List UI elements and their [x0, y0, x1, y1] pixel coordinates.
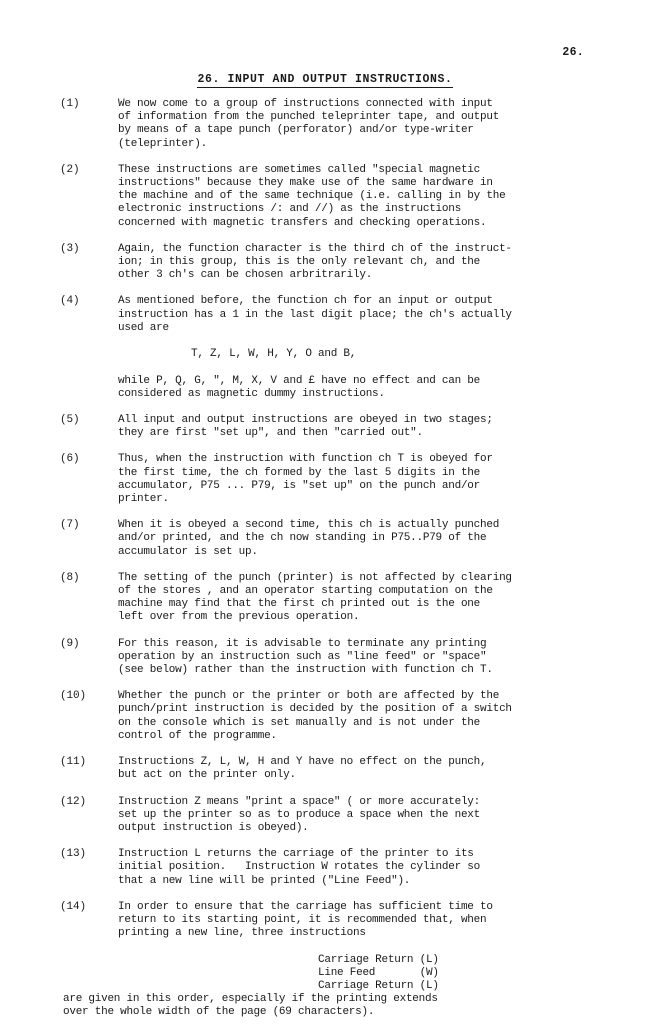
text-line: they are first "set up", and then "carried out". — [118, 427, 423, 440]
paragraph-text — [118, 375, 650, 401]
paragraph-text — [118, 98, 650, 151]
text-line: that a new line will be printed ("Line Feed"). — [118, 874, 411, 887]
blank-line — [118, 940, 650, 953]
paragraph-text — [118, 519, 650, 559]
text-line: printing a new line, three instructions — [118, 927, 366, 940]
text-line: operation by an instruction such as "line feed" or "space" — [118, 650, 487, 663]
paragraph-number: (12) — [60, 795, 87, 808]
instruction-sequence-block — [118, 940, 650, 993]
numbered-paragraph — [0, 638, 650, 678]
instruction-sequence-item: Line Feed (W) — [318, 966, 439, 979]
paragraph-number: (4) — [60, 295, 80, 308]
character-list-block — [118, 335, 650, 375]
text-line: machine may find that the first ch printed out is the one — [118, 598, 481, 611]
paragraph-number: (14) — [60, 900, 87, 913]
paragraph-number: (13) — [60, 848, 87, 861]
text-line: considered as magnetic dummy instructions. — [118, 387, 385, 400]
paragraph-text — [118, 243, 650, 283]
text-line: printer. — [118, 493, 169, 506]
text-line: the machine and of the same technique (i.e. calling in by the — [118, 190, 506, 203]
numbered-paragraph — [0, 796, 650, 836]
paragraph-number: (8) — [60, 571, 80, 584]
text-line: over the whole width of the page (69 characters). — [63, 1006, 375, 1019]
text-line: instruction has a 1 in the last digit place; the ch's actually — [118, 308, 512, 321]
text-line: of the stores , and an operator starting computation on the — [118, 585, 493, 598]
text-line: used are — [118, 321, 169, 334]
text-line: Again, the function character is the third ch of the instruct- — [118, 242, 512, 255]
text-line: but act on the printer only. — [118, 769, 296, 782]
paragraph-number: (6) — [60, 453, 80, 466]
closing-text — [63, 993, 650, 1019]
text-line: are given in this order, especially if the printing extends — [63, 993, 438, 1006]
text-line: while P, Q, G, ", M, X, V and £ have no effect and can be — [118, 374, 481, 387]
text-line: (teleprinter). — [118, 137, 207, 150]
text-line: punch/print instruction is decided by the position of a switch — [118, 703, 512, 716]
numbered-paragraph — [0, 848, 650, 888]
page-title — [0, 73, 650, 86]
page-number: 26. — [562, 46, 584, 59]
paragraph-number: (5) — [60, 414, 80, 427]
text-line: Instruction L returns the carriage of the printer to its — [118, 848, 474, 861]
instruction-sequence-item: Carriage Return (L) — [318, 953, 439, 966]
numbered-paragraph — [0, 98, 650, 151]
instruction-sequence-item: Carriage Return (L) — [318, 979, 439, 992]
numbered-paragraph — [0, 519, 650, 559]
document-body — [0, 98, 650, 1033]
character-list: T, Z, L, W, H, Y, O and B, — [191, 348, 357, 361]
paragraph-text — [118, 572, 650, 625]
text-line: accumulator is set up. — [118, 545, 258, 558]
paragraph-number: (1) — [60, 98, 80, 110]
paragraph-number: (10) — [60, 690, 87, 703]
numbered-paragraph — [0, 164, 650, 230]
text-line: and/or printed, and the ch now standing in P75..P79 of the — [118, 532, 487, 545]
numbered-paragraph — [0, 901, 650, 1020]
text-line: For this reason, it is advisable to terminate any printing — [118, 637, 487, 650]
text-line: concerned with magnetic transfers and checking operations. — [118, 216, 487, 229]
text-line: of information from the punched teleprinter tape, and output — [118, 111, 500, 124]
paragraph-text — [118, 638, 650, 678]
paragraph-number: (2) — [60, 163, 80, 176]
paragraph-text — [118, 453, 650, 506]
text-line: on the console which is set manually and is not under the — [118, 716, 481, 729]
text-line: initial position. Instruction W rotates the cylinder so — [118, 861, 481, 874]
paragraph-number: (9) — [60, 637, 80, 650]
text-line: These instructions are sometimes called "special magnetic — [118, 163, 481, 176]
text-line: Whether the punch or the printer or both are affected by the — [118, 690, 500, 703]
text-line: ion; in this group, this is the only relevant ch, and the — [118, 256, 481, 269]
numbered-paragraph — [0, 453, 650, 506]
blank-line — [118, 361, 650, 374]
text-line: In order to ensure that the carriage has sufficient time to — [118, 900, 493, 913]
text-line: Thus, when the instruction with function ch T is obeyed for — [118, 453, 493, 466]
paragraph-text — [118, 848, 650, 888]
text-line: electronic instructions /: and //) as the instructions — [118, 203, 461, 216]
numbered-paragraph — [0, 243, 650, 283]
text-line: As mentioned before, the function ch for an input or output — [118, 295, 493, 308]
text-line: Instructions Z, L, W, H and Y have no effect on the punch, — [118, 756, 487, 769]
text-line: by means of a tape punch (perforator) and/or type-writer — [118, 124, 474, 137]
text-line: output instruction is obeyed). — [118, 821, 309, 834]
text-line: When it is obeyed a second time, this ch is actually punched — [118, 519, 500, 532]
text-line: the first time, the ch formed by the last 5 digits in the — [118, 466, 481, 479]
numbered-paragraph — [0, 572, 650, 625]
paragraph-text — [118, 414, 650, 440]
page-title-text: 26. INPUT AND OUTPUT INSTRUCTIONS. — [197, 73, 453, 86]
paragraph-text — [118, 901, 650, 941]
paragraph-number: (7) — [60, 519, 80, 532]
text-line: instructions" because they make use of the same hardware in — [118, 177, 493, 190]
numbered-paragraph — [0, 414, 650, 440]
text-line: All input and output instructions are obeyed in two stages; — [118, 414, 493, 427]
numbered-paragraph — [0, 756, 650, 782]
text-line: set up the printer so as to produce a space when the next — [118, 808, 481, 821]
paragraph-text — [118, 295, 650, 335]
text-line: The setting of the punch (printer) is not affected by clearing — [118, 571, 512, 584]
text-line: We now come to a group of instructions connected with input — [118, 98, 493, 110]
paragraph-text — [118, 164, 650, 230]
blank-line — [118, 335, 650, 348]
text-line: control of the programme. — [118, 729, 277, 742]
paragraph-text — [118, 690, 650, 743]
numbered-paragraph — [0, 295, 650, 401]
text-line: return to its starting point, it is recommended that, when — [118, 913, 487, 926]
text-line: Instruction Z means "print a space" ( or more accurately: — [118, 795, 481, 808]
numbered-paragraph — [0, 690, 650, 743]
paragraph-number: (3) — [60, 242, 80, 255]
paragraph-text — [118, 796, 650, 836]
paragraph-text — [118, 756, 650, 782]
text-line: other 3 ch's can be chosen arbritrarily. — [118, 269, 373, 282]
paragraph-number: (11) — [60, 756, 87, 769]
text-line: (see below) rather than the instruction with function ch T. — [118, 664, 493, 677]
text-line: accumulator, P75 ... P79, is "set up" on the punch and/or — [118, 479, 481, 492]
text-line: left over from the previous operation. — [118, 611, 360, 624]
